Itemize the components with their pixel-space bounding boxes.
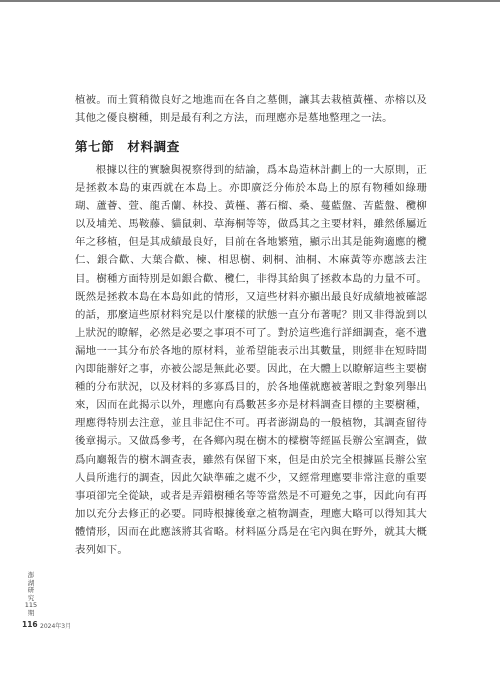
page-number: 116 <box>22 620 38 629</box>
top-border-rule <box>0 0 500 2</box>
issue-suffix: 期 <box>27 608 35 617</box>
journal-title-char: 研 <box>27 586 35 594</box>
journal-sidebar <box>24 572 38 617</box>
intro-paragraph: 植被。而土質稍微良好之地進而在各自之墓側，讓其去栽植黃槿、赤榕以及其他之優良樹種，則是最有利之方法，而理應亦是墓地整理之一法。 <box>75 94 427 125</box>
issue-number: 115 <box>24 601 38 609</box>
journal-title-char: 澎 <box>27 571 35 579</box>
journal-title-char: 究 <box>27 593 35 602</box>
journal-title-char: 湖 <box>27 578 35 587</box>
section-heading: 第七節 材料調查 <box>75 139 180 154</box>
body-paragraph: 根據以往的實驗與視察得到的結論，爲本島造林計劃上的一大原則，正是拯救本島的東西就在本島上。亦即廣泛分佈於本島上的原有物種如綠珊瑚、蘆薈、萱、龍舌蘭、林投、黃槿、蕃石榴、桑、蔓藍盤、苦藍盤、欖柳以及埔羌、馬鞍藤、貓鼠刺、草海桐等等，做爲其之主要材料，雖然係屬近年之移植，但是其成績最良好，目前在各地繁殖，顯示出其是能夠適應的欖仁、銀合歡、大葉合歡、楝、相思樹、刺桐、油桐、木麻黃等亦應該去注目。樹種方面特別是如銀合歡、欖仁，非得其給與了拯救本島的力量不可。既然是拯救本島在本島如此的情形，又這些材料亦顯出最良好成績地被確認的話，那麼這些原材料究是以什麼樣的狀態一直分布著呢？則又非得說到以上狀況的瞭解，必然是必要之事項不可了。對於這些進行詳細調查，毫不遺漏地一一其分布於各地的原材料，並希望能表示出其數量，則經非在短時間內即能辦好之事，亦被公認是無此必要。因此，在大體上以瞭解這些主要樹種的分布狀況，以及材料的多寡爲目的，於各地僅就應被著眼之對象列舉出來，因而在此揭示以外，理應向有爲數甚多亦是材料調查目標的主要樹種，理應得特別去注意，並且非記住不可。再者澎湖島的一般植物，其調查留待後章揭示。又做爲參考，在各鄉內現在樹木的樑樹等經區長辦公室調查，做爲向廳報告的樹木調查表，雖然有保留下來，但是由於完全根據區長辦公室人員所進行的調查，因此欠缺準確之處不少，又經常理應要非常注意的重要事項卻完全從缺，或者是弄錯樹種名等等當然是不可避免之事，因此向有再加以充分去修正的必要。同時根據後章之植物調查，理應大略可以得知其大體情形，因而在此應該將其省略。材料區分爲是在宅內與在野外，就其大概表列如下。 <box>75 164 427 556</box>
publication-date: 2024年3月 <box>40 623 72 630</box>
